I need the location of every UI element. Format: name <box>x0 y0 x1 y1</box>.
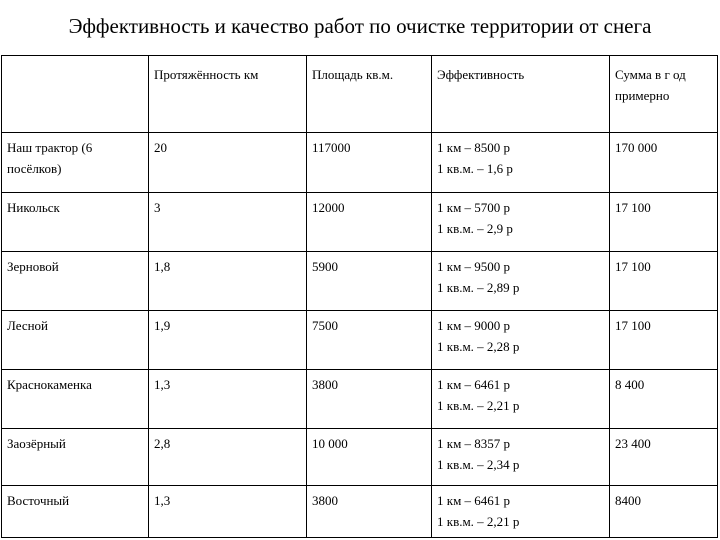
efficiency-per-km: 1 км – 9500 р <box>437 259 511 274</box>
efficiency-cell <box>432 370 610 429</box>
area-cell: 7500 <box>307 311 432 370</box>
area-cell: 3800 <box>307 370 432 429</box>
length-cell: 1,8 <box>149 252 307 311</box>
efficiency-cell <box>432 133 610 193</box>
length-cell: 1,3 <box>149 486 307 538</box>
efficiency-cell <box>432 311 610 370</box>
efficiency-per-km: 1 км – 5700 р <box>437 200 511 215</box>
sum-cell: 23 400 <box>610 429 718 486</box>
efficiency-per-sqm: 1 кв.м. – 2,21 р <box>437 514 520 529</box>
length-cell: 1,3 <box>149 370 307 429</box>
length-cell: 20 <box>149 133 307 193</box>
efficiency-cell <box>432 486 610 538</box>
length-cell: 3 <box>149 193 307 252</box>
efficiency-cell <box>432 193 610 252</box>
area-cell: 3800 <box>307 486 432 538</box>
efficiency-cell <box>432 429 610 486</box>
header-cell-empty <box>2 56 149 133</box>
header-cell-area: Площадь кв.м. <box>307 56 432 133</box>
header-cell-length: Протяжённость км <box>149 56 307 133</box>
row-name-cell: Заозёрный <box>2 429 149 486</box>
sum-cell: 17 100 <box>610 311 718 370</box>
efficiency-per-sqm: 1 кв.м. – 2,34 р <box>437 457 520 472</box>
row-name-cell: Никольск <box>2 193 149 252</box>
efficiency-per-km: 1 км – 6461 р <box>437 493 511 508</box>
table-row <box>2 370 718 429</box>
efficiency-per-km: 1 км – 9000 р <box>437 318 511 333</box>
efficiency-per-sqm: 1 кв.м. – 1,6 р <box>437 161 513 176</box>
area-cell: 117000 <box>307 133 432 193</box>
table-row <box>2 429 718 486</box>
row-name-cell: Восточный <box>2 486 149 538</box>
header-row <box>2 56 718 133</box>
efficiency-cell <box>432 252 610 311</box>
efficiency-per-sqm: 1 кв.м. – 2,21 р <box>437 398 520 413</box>
sum-cell: 17 100 <box>610 252 718 311</box>
table-row <box>2 193 718 252</box>
efficiency-per-km: 1 км – 8500 р <box>437 140 511 155</box>
page-title: Эффективность и качество работ по очистке территории от снега <box>68 14 652 38</box>
row-name-cell: Наш трактор (6 посёлков) <box>2 133 149 193</box>
length-cell: 1,9 <box>149 311 307 370</box>
sum-cell: 17 100 <box>610 193 718 252</box>
table-row <box>2 311 718 370</box>
efficiency-table <box>1 55 718 538</box>
sum-cell: 8400 <box>610 486 718 538</box>
efficiency-per-sqm: 1 кв.м. – 2,89 р <box>437 280 520 295</box>
table-row <box>2 133 718 193</box>
row-name-cell: Лесной <box>2 311 149 370</box>
area-cell: 10 000 <box>307 429 432 486</box>
area-cell: 5900 <box>307 252 432 311</box>
row-name-cell: Краснокаменка <box>2 370 149 429</box>
table-row <box>2 486 718 538</box>
sum-cell: 170 000 <box>610 133 718 193</box>
efficiency-per-sqm: 1 кв.м. – 2,9 р <box>437 221 513 236</box>
table-row <box>2 252 718 311</box>
area-cell: 12000 <box>307 193 432 252</box>
sum-cell: 8 400 <box>610 370 718 429</box>
length-cell: 2,8 <box>149 429 307 486</box>
row-name-cell: Зерновой <box>2 252 149 311</box>
header-cell-sum: Сумма в г од примерно <box>610 56 718 133</box>
header-cell-efficiency: Эффективность <box>432 56 610 133</box>
efficiency-per-sqm: 1 кв.м. – 2,28 р <box>437 339 520 354</box>
efficiency-per-km: 1 км – 8357 р <box>437 436 511 451</box>
efficiency-per-km: 1 км – 6461 р <box>437 377 511 392</box>
